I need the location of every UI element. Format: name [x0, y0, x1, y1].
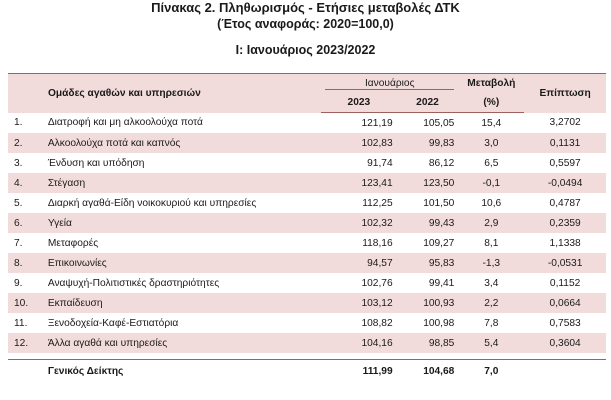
table-row: [8, 173, 606, 193]
header-group: Ομάδες αγαθών και υπηρεσιών: [8, 74, 321, 113]
row-group-name: Μεταφορές: [47, 237, 99, 249]
row-value-2022: 100,98: [423, 317, 455, 329]
total-row: [8, 360, 606, 383]
row-impact: 0,5597: [549, 157, 581, 169]
table-row: [8, 273, 606, 293]
row-impact: -0,0531: [524, 253, 606, 273]
row-impact: 0,3604: [524, 333, 606, 353]
table-row: [8, 293, 606, 313]
table-row: [8, 253, 606, 273]
row-impact: -0,0494: [524, 173, 606, 193]
header-month-label: Ιανουάριος: [325, 78, 454, 90]
row-change: 2,9: [458, 213, 524, 233]
row-value-2022: 99,83: [397, 133, 459, 153]
section-title: I: Ιανουάριος 2023/2022: [235, 43, 376, 57]
row-group-name: Υγεία: [44, 213, 321, 233]
row-change: 7,8: [484, 317, 499, 329]
row-change: 5,4: [458, 333, 524, 353]
table-row: [8, 113, 606, 134]
header-year-b: 2022: [397, 93, 459, 113]
row-value-2023: 94,57: [321, 253, 397, 273]
row-index: 8.: [8, 253, 44, 273]
row-value-2023: 103,12: [321, 293, 397, 313]
row-value-2022: 105,05: [423, 117, 455, 129]
row-impact: 0,1131: [524, 133, 606, 153]
table-row: [8, 193, 606, 213]
row-value-2023: 121,19: [361, 117, 393, 129]
table-subtitle: (Έτος αναφοράς: 2020=100,0): [217, 17, 394, 31]
row-group-name: Στέγαση: [44, 173, 321, 193]
row-change: 3,4: [484, 277, 499, 289]
header-row-1: [8, 74, 606, 94]
row-change: 8,1: [484, 237, 499, 249]
total-value-2022: 104,68: [397, 360, 459, 383]
row-group-name: Διαρκή αγαθά-Είδη νοικοκυριού και υπηρεσίες: [47, 197, 257, 209]
row-group-name: Διατροφή και μη αλκοολούχα ποτά: [47, 117, 203, 129]
row-value-2023: 102,76: [361, 277, 393, 289]
row-value-2022: 99,41: [428, 277, 455, 289]
row-index: 1.: [14, 117, 23, 129]
row-group-name: Αλκοολούχα ποτά και καπνός: [44, 133, 321, 153]
row-change: 2,2: [458, 293, 524, 313]
row-group-name: Ξενοδοχεία-Καφέ-Εστιατόρια: [47, 317, 179, 329]
row-change: -0,1: [458, 173, 524, 193]
table-row: [8, 133, 606, 153]
row-value-2023: 102,32: [321, 213, 397, 233]
row-group-name: Αναψυχή-Πολιτιστικές δραστηριότητες: [47, 277, 220, 289]
row-index: 7.: [14, 237, 23, 249]
row-value-2022: 99,43: [397, 213, 459, 233]
row-change: 3,0: [458, 133, 524, 153]
row-index: 12.: [8, 333, 44, 353]
total-value-2023: 111,99: [321, 360, 397, 383]
total-name: Γενικός Δείκτης: [44, 360, 321, 383]
row-value-2023: 112,25: [362, 197, 393, 209]
row-value-2022: 86,12: [428, 157, 455, 169]
row-index: 9.: [14, 277, 23, 289]
header-month: [321, 74, 458, 94]
row-change: 6,5: [484, 157, 499, 169]
table-row: [8, 213, 606, 233]
row-group-name: Ένδυση και υπόδηση: [47, 157, 145, 169]
row-index: 6.: [8, 213, 44, 233]
row-index: 4.: [8, 173, 44, 193]
row-change: 15,4: [481, 117, 502, 129]
row-impact: 3,2702: [549, 117, 581, 129]
header-change-unit: (%): [458, 93, 524, 113]
row-impact: 0,7583: [549, 317, 581, 329]
total-index: [8, 360, 44, 383]
total-impact: [524, 360, 606, 383]
row-impact: 1,1338: [549, 237, 581, 249]
table-row: [8, 313, 606, 333]
row-index: 11.: [14, 317, 28, 329]
row-value-2023: 108,82: [361, 317, 393, 329]
row-value-2023: 118,16: [362, 237, 393, 249]
row-index: 5.: [14, 197, 23, 209]
row-value-2023: 123,41: [321, 173, 397, 193]
row-value-2022: 95,83: [397, 253, 459, 273]
row-group-name: Εκπαίδευση: [44, 293, 321, 313]
row-index: 10.: [8, 293, 44, 313]
row-impact: 0,4787: [549, 197, 581, 209]
row-value-2022: 98,85: [397, 333, 459, 353]
row-change: -1,3: [458, 253, 524, 273]
table-row: [8, 333, 606, 353]
row-index: 3.: [14, 157, 23, 169]
row-value-2023: 104,16: [321, 333, 397, 353]
row-impact: 0,0664: [524, 293, 606, 313]
row-value-2022: 100,93: [397, 293, 459, 313]
total-change: 7,0: [458, 360, 524, 383]
table-row: [8, 153, 606, 173]
header-change: Μεταβολή: [458, 74, 524, 94]
row-group-name: Επικοινωνίες: [44, 253, 321, 273]
row-value-2023: 91,74: [367, 157, 393, 169]
row-change: 10,6: [481, 197, 502, 209]
row-impact: 0,1152: [549, 277, 581, 289]
table-title: Πίνακας 2. Πληθωρισμός - Ετήσιες μεταβολές ΔΤΚ: [151, 0, 460, 15]
header-impact: Επίπτωση: [524, 74, 606, 113]
row-impact: 0,2359: [524, 213, 606, 233]
row-value-2022: 123,50: [397, 173, 459, 193]
row-value-2023: 102,83: [321, 133, 397, 153]
cpi-table: [8, 73, 606, 382]
row-group-name: Άλλα αγαθά και υπηρεσίες: [44, 333, 321, 353]
row-value-2022: 109,27: [423, 237, 455, 249]
row-value-2022: 101,50: [423, 197, 455, 209]
row-index: 2.: [8, 133, 44, 153]
table-row: [8, 233, 606, 253]
header-year-a: 2023: [321, 93, 397, 113]
